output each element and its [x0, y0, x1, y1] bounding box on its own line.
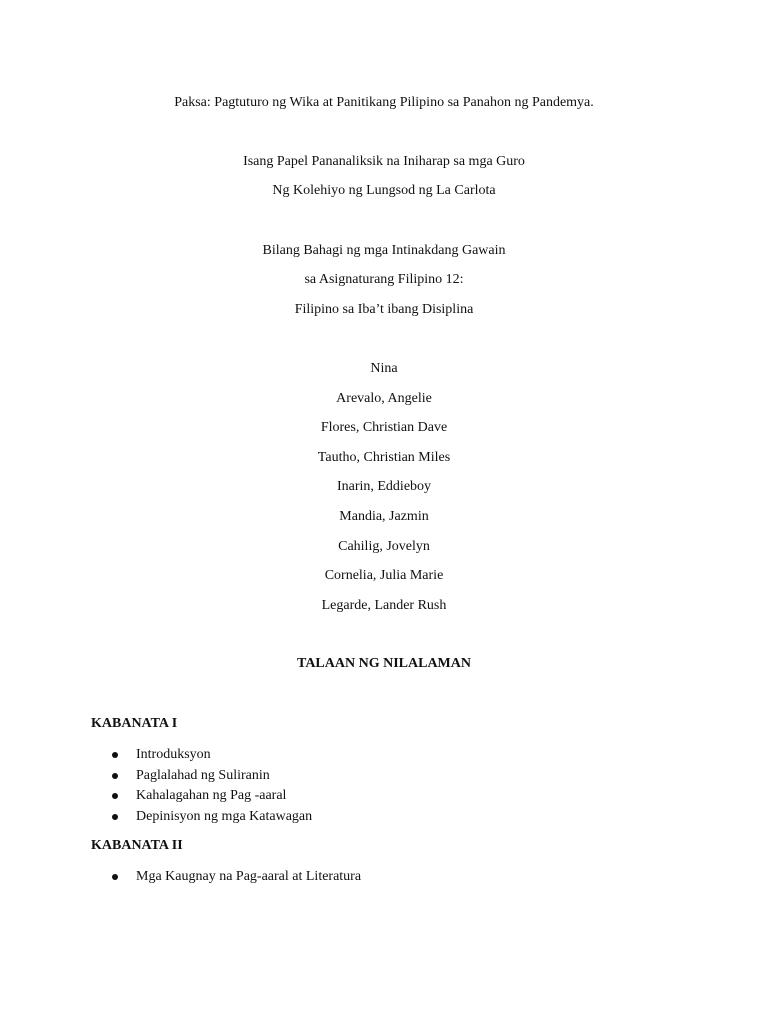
requirement-line-3: Filipino sa Iba’t ibang Disiplina [294, 302, 474, 317]
bullet-icon [112, 773, 118, 779]
chapter-heading: KABANATA I [91, 716, 178, 731]
list-item-label: Kahalagahan ng Pag -aaral [136, 788, 287, 804]
list-item [110, 808, 312, 829]
list-item-label: Paglalahad ng Suliranin [136, 767, 270, 783]
bullet-icon [112, 752, 118, 758]
bullet-icon [112, 793, 118, 799]
author-name: Mandia, Jazmin [339, 509, 429, 524]
toc-title: TALAAN NG NILALAMAN [297, 656, 471, 671]
author-name: Cornelia, Julia Marie [324, 568, 444, 583]
list-item [110, 787, 312, 808]
list-item [110, 868, 361, 889]
authors-label: Nina [370, 361, 398, 376]
author-name: Flores, Christian Dave [320, 420, 448, 435]
chapter-item-list [110, 868, 361, 889]
bullet-icon [112, 874, 118, 880]
list-item [110, 746, 312, 767]
list-item [110, 767, 312, 788]
list-item-label: Depinisyon ng mga Katawagan [136, 809, 313, 825]
requirement-line-2: sa Asignaturang Filipino 12: [304, 272, 464, 287]
chapter-heading: KABANATA II [91, 838, 183, 853]
presentation-line-1: Isang Papel Pananaliksik na Iniharap sa mga Guro [243, 154, 525, 169]
author-name: Legarde, Lander Rush [321, 598, 447, 613]
list-item-label: Introduksyon [136, 747, 211, 762]
topic-line: Paksa: Pagtuturo ng Wika at Panitikang Pilipino sa Panahon ng Pandemya. [174, 95, 594, 110]
requirement-line-1: Bilang Bahagi ng mga Intinakdang Gawain [262, 243, 506, 258]
author-name: Cahilig, Jovelyn [338, 539, 430, 554]
author-name: Arevalo, Angelie [336, 391, 432, 406]
author-name: Inarin, Eddieboy [336, 479, 432, 494]
chapter-item-list [110, 746, 312, 829]
bullet-icon [112, 814, 118, 820]
presentation-line-2: Ng Kolehiyo ng Lungsod ng La Carlota [272, 183, 496, 198]
list-item-label: Mga Kaugnay na Pag-aaral at Literatura [136, 869, 362, 884]
author-name: Tautho, Christian Miles [317, 450, 451, 465]
